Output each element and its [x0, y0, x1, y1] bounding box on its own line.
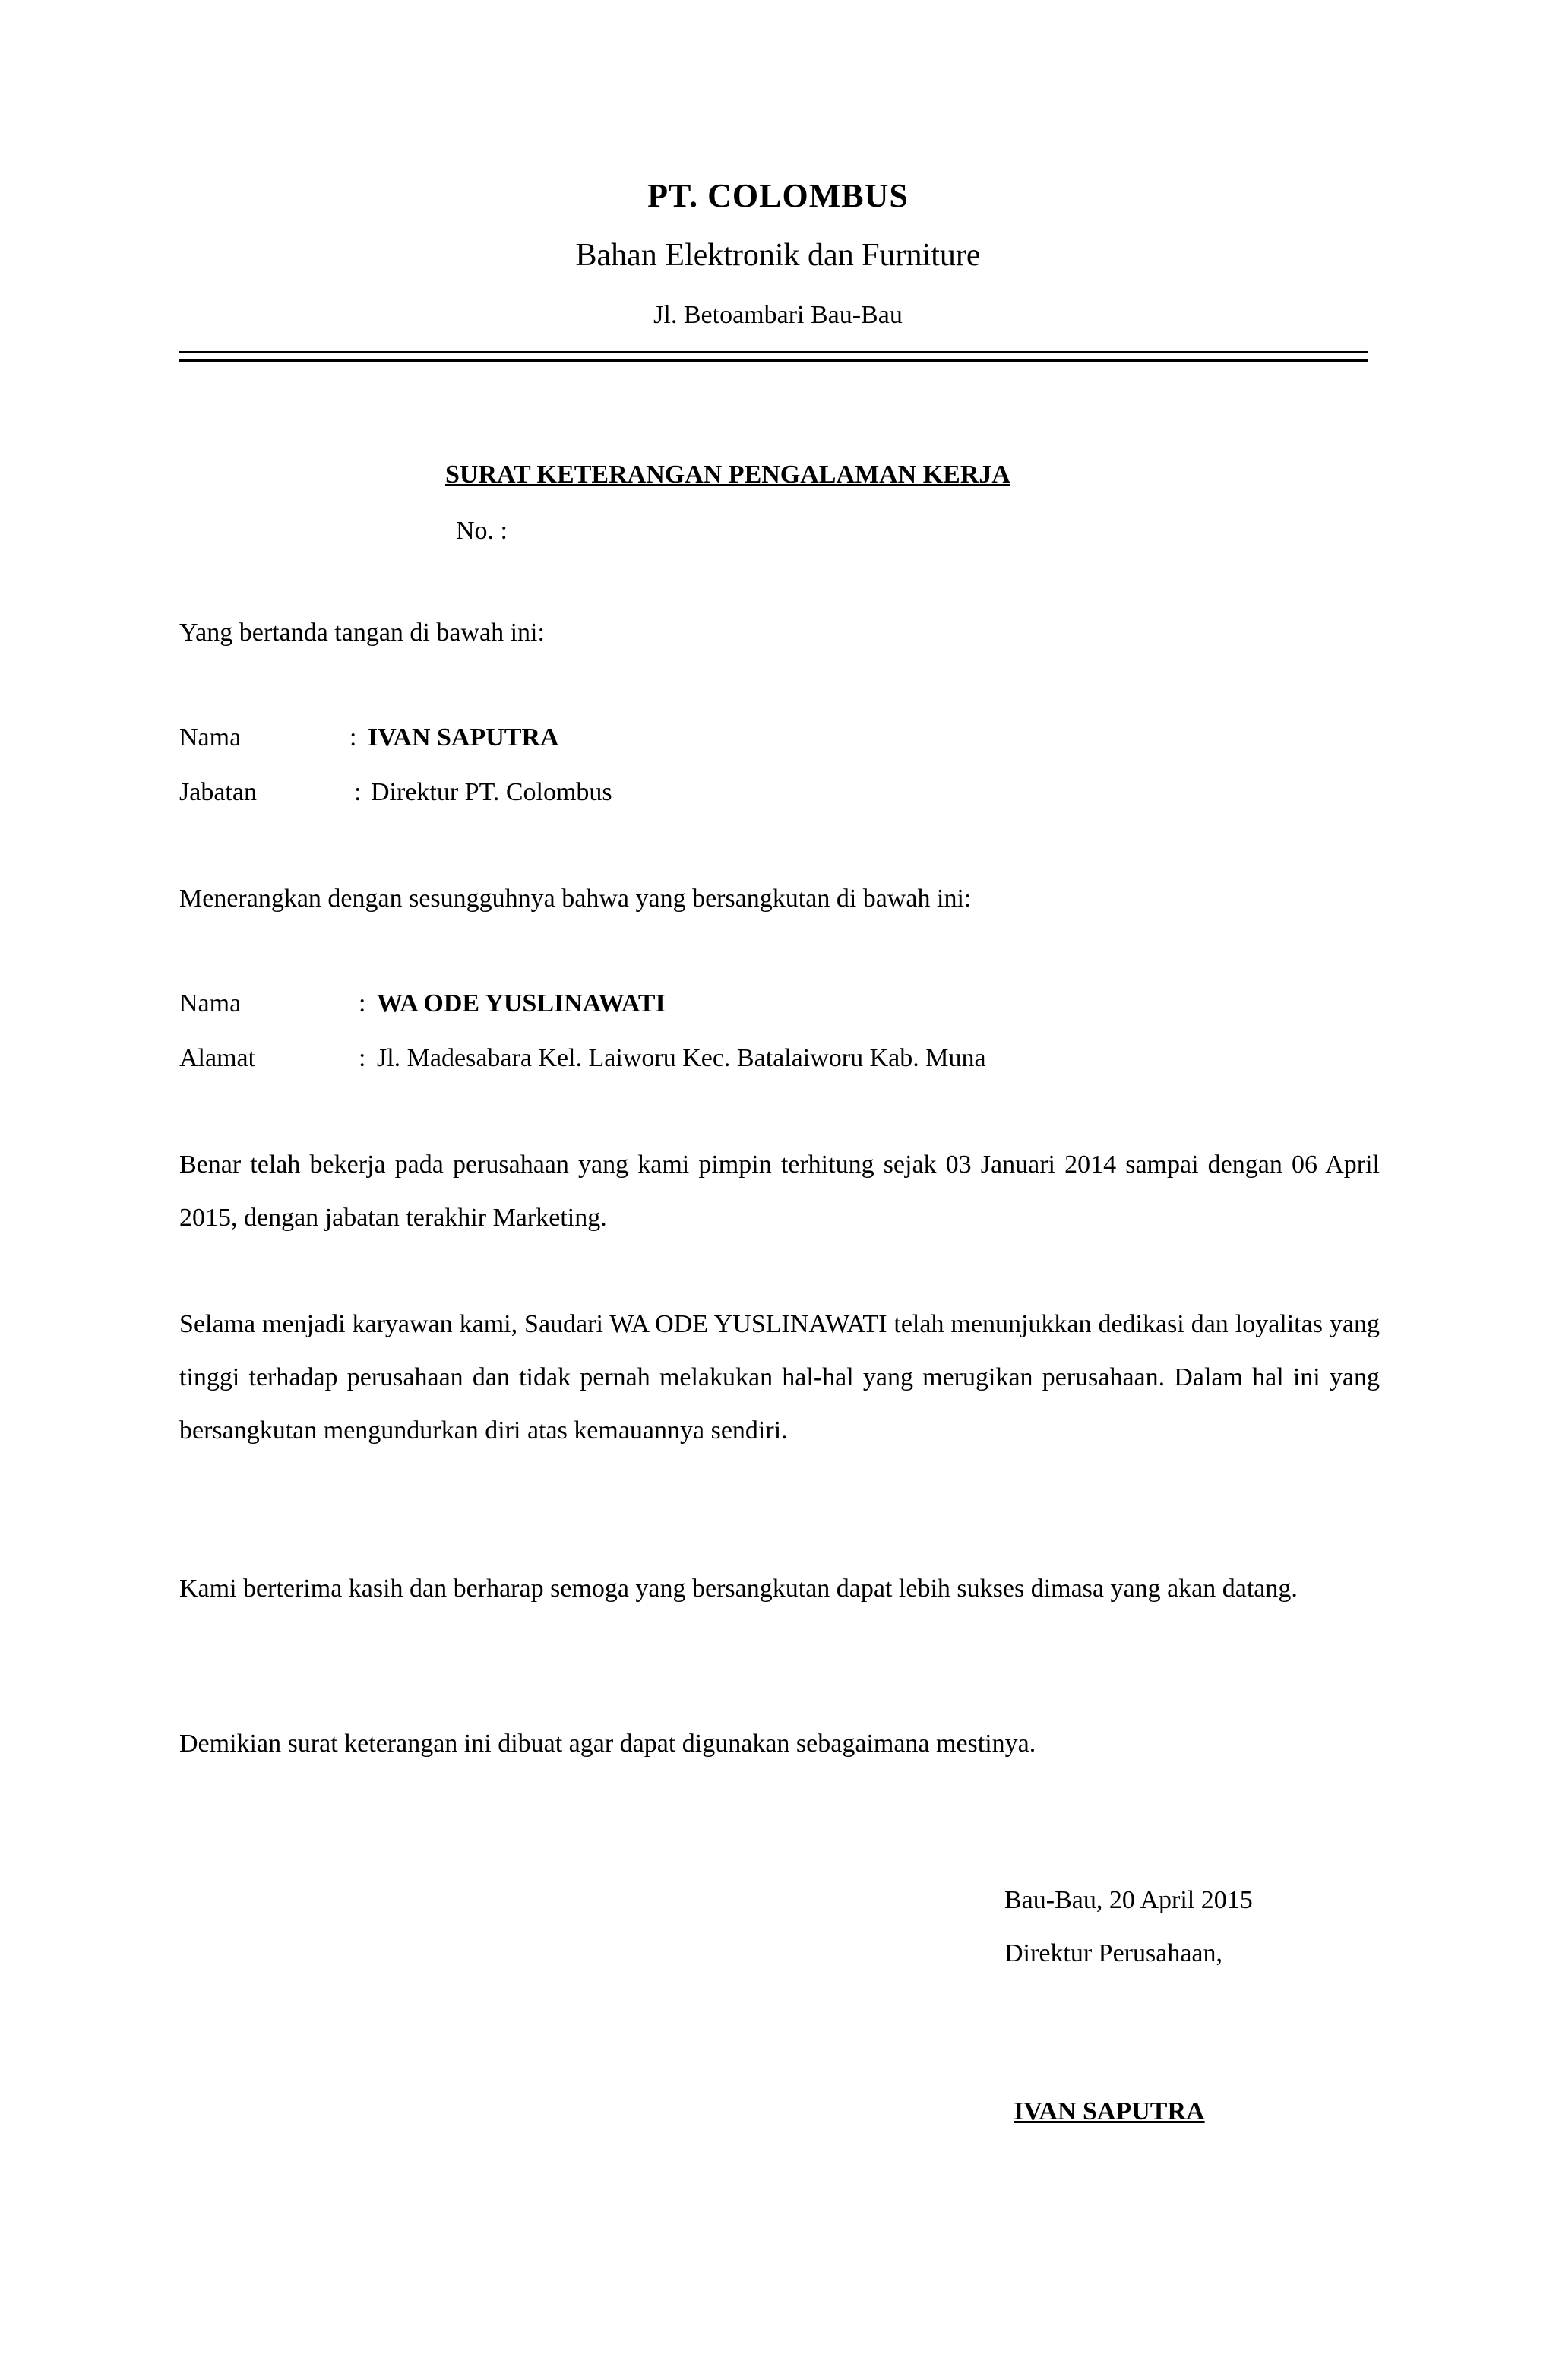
employee-address-value: Jl. Madesabara Kel. Laiworu Kec. Batalaiworu Kab. Muna [377, 1044, 986, 1072]
paragraph-closing: Demikian surat keterangan ini dibuat agar dapat digunakan sebagaimana mestinya. [179, 1730, 1036, 1758]
company-address: Jl. Betoambari Bau-Bau [653, 301, 903, 329]
signature-place-date: Bau-Bau, 20 April 2015 [1004, 1886, 1253, 1914]
document-title: SURAT KETERANGAN PENGALAMAN KERJA [445, 460, 1010, 489]
company-name: PT. COLOMBUS [647, 177, 909, 214]
signer-position-colon: : [354, 778, 362, 806]
employee-address-colon: : [359, 1044, 366, 1072]
paragraph-employment: Benar telah bekerja pada perusahaan yang kami pimpin terhitung sejak 03 Januari 2014 sampai dengan 06 April 2015, dengan jabatan terakhir Marketing. [179, 1150, 1380, 1232]
signer-name-label: Nama [179, 723, 242, 752]
signer-name-colon: : [349, 723, 357, 752]
intro-text: Yang bertanda tangan di bawah ini: [179, 619, 545, 647]
paragraph-dedication: Selama menjadi karyawan kami, Saudari WA ODE YUSLINAWATI telah menunjukkan dedikasi dan loyalitas yang tinggi terhadap perusahaan dan tidak pernah melakukan hal-hal yang merugikan perusahaan. Dalam hal ini yang bersangkutan mengundurkan diri atas kemauannya sendiri. [179, 1310, 1380, 1445]
employee-name-colon: : [359, 989, 366, 1018]
signer-name-value: IVAN SAPUTRA [368, 723, 559, 752]
paragraph-thanks: Kami berterima kasih dan berharap semoga yang bersangkutan dapat lebih sukses dimasa yang akan datang. [179, 1575, 1298, 1603]
statement-text: Menerangkan dengan sesungguhnya bahwa yang bersangkutan di bawah ini: [179, 885, 972, 913]
signer-position-value: Direktur PT. Colombus [371, 778, 612, 806]
letterhead-divider [179, 351, 1368, 362]
signer-position-label: Jabatan [179, 778, 257, 806]
employee-address-label: Alamat [179, 1044, 256, 1072]
signature-name: IVAN SAPUTRA [1014, 2097, 1205, 2125]
company-subtitle: Bahan Elektronik dan Furniture [575, 238, 981, 273]
document-number: No. : [456, 517, 508, 545]
employee-name-value: WA ODE YUSLINAWATI [377, 989, 666, 1018]
employee-name-label: Nama [179, 989, 242, 1018]
signature-title: Direktur Perusahaan, [1004, 1939, 1223, 1967]
